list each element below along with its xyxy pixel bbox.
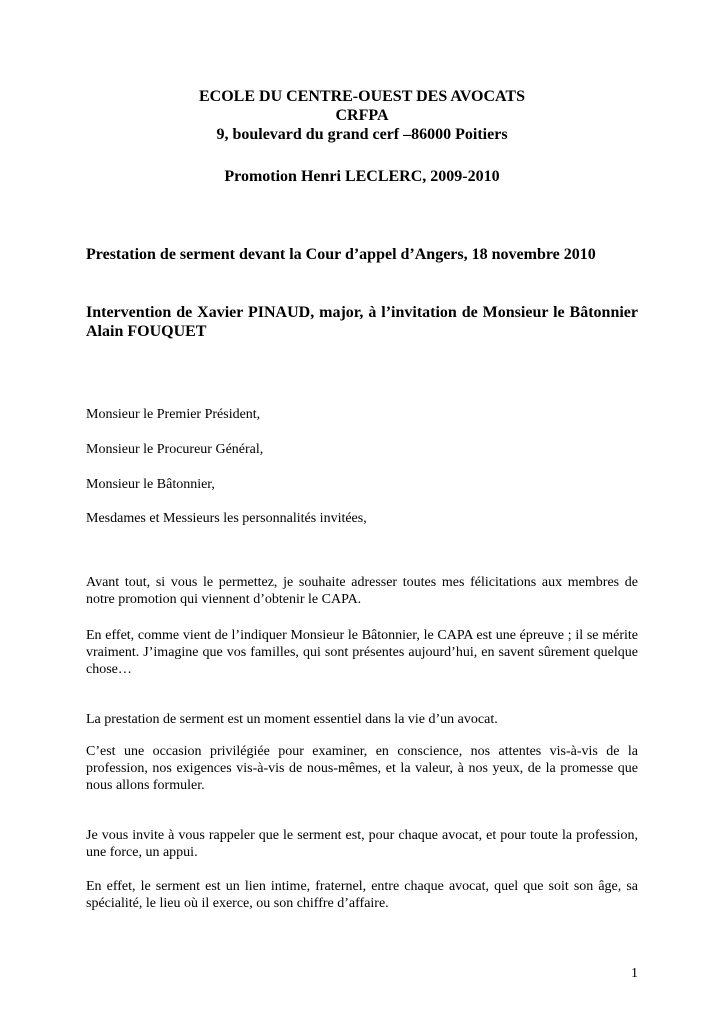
salutation-line: Mesdames et Messieurs les personnalités invitées,	[86, 511, 367, 526]
school-address: 9, boulevard du grand cerf –86000 Poitiers	[216, 126, 508, 143]
promotion-title: Promotion Henri LECLERC, 2009-2010	[224, 168, 500, 185]
body-paragraph: En effet, le serment est un lien intime, fraternel, entre chaque avocat, quel que soit son âge, sa spécialité, le lieu où il exerce, ou son chiffre d’affaire.	[86, 879, 638, 911]
salutation-line: Monsieur le Procureur Général,	[86, 442, 264, 457]
body-paragraph: Avant tout, si vous le permettez, je souhaite adresser toutes mes félicitations aux membres de notre promotion qui viennent d’obtenir le CAPA.	[86, 575, 638, 607]
salutation-line: Monsieur le Premier Président,	[86, 407, 261, 422]
school-acronym: CRFPA	[335, 107, 389, 124]
body-paragraph: La prestation de serment est un moment essentiel dans la vie d’un avocat.	[86, 712, 498, 727]
school-header	[86, 87, 638, 144]
body-paragraph: En effet, comme vient de l’indiquer Monsieur le Bâtonnier, le CAPA est une épreuve ; il se mérite vraiment. J’imagine que vos familles, qui sont présentes aujourd’hui, en savent sûrement quelque chose…	[86, 628, 638, 677]
body-paragraph: Je vous invite à vous rappeler que le serment est, pour chaque avocat, et pour toute la profession, une force, un appui.	[86, 828, 638, 860]
salutation-line: Monsieur le Bâtonnier,	[86, 477, 215, 492]
school-name: ECOLE DU CENTRE-OUEST DES AVOCATS	[199, 88, 525, 105]
page-number: 1	[631, 966, 638, 981]
body-paragraph: C’est une occasion privilégiée pour examiner, en conscience, nos attentes vis-à-vis de la profession, nos exigences vis-à-vis de nous-mêmes, et la valeur, à nos yeux, de la promesse que nous allons formuler.	[86, 744, 638, 793]
prestation-heading: Prestation de serment devant la Cour d’appel d’Angers, 18 novembre 2010	[86, 246, 596, 263]
intervention-heading: Intervention de Xavier PINAUD, major, à l’invitation de Monsieur le Bâtonnier Alain FOUQUET	[86, 304, 638, 340]
